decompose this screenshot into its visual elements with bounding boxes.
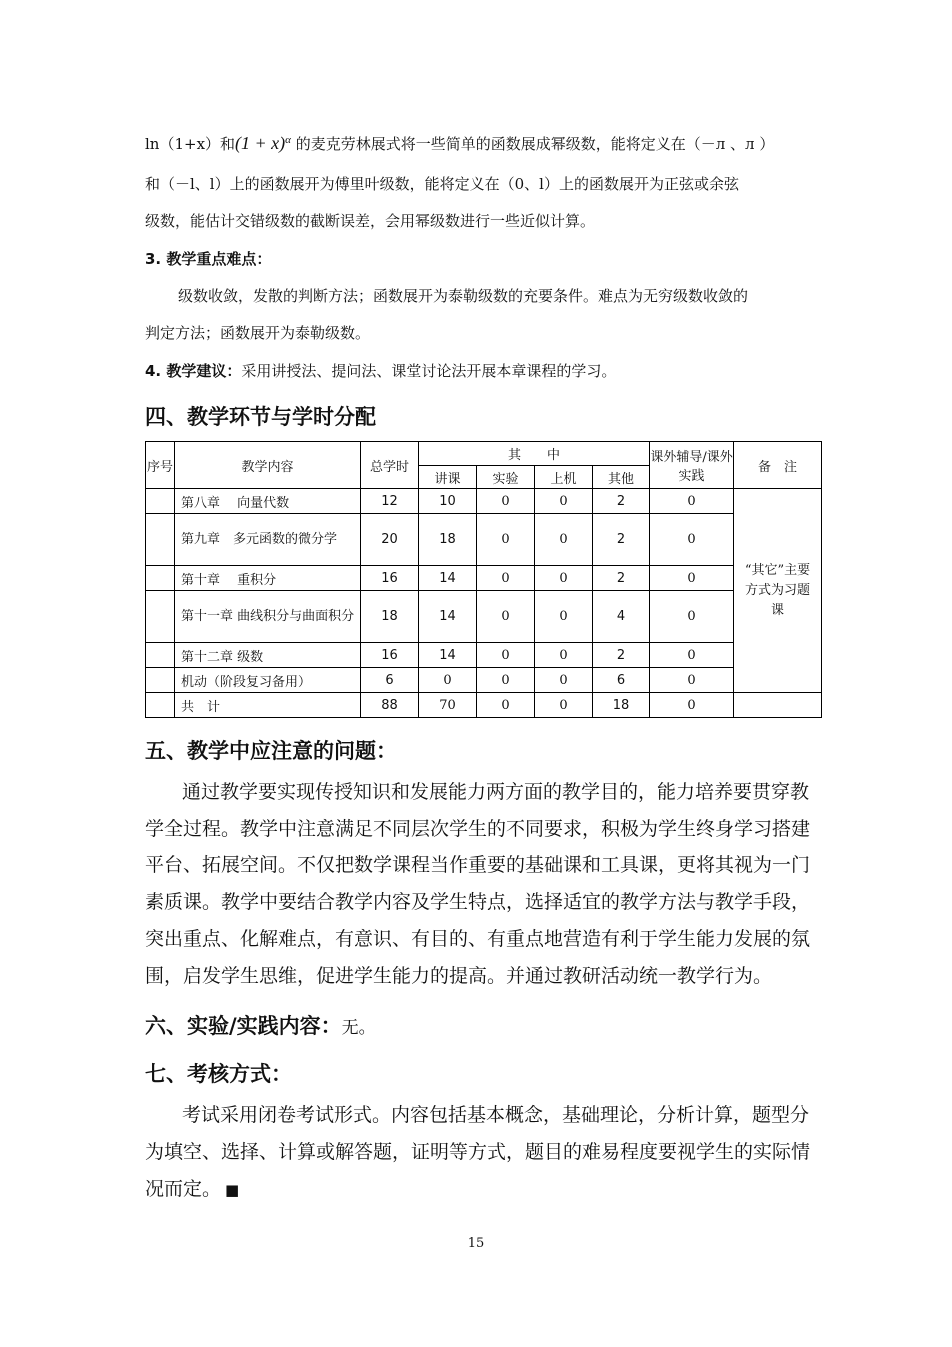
table-row	[146, 668, 822, 693]
table-row	[146, 489, 822, 514]
cell-seq	[146, 668, 175, 693]
formula-one-plus-x: (1 + x)	[235, 133, 286, 153]
cell-content: 第十章 重积分	[175, 566, 361, 591]
suggestion-text: 采用讲授法、提问法、课堂讨论法开展本章课程的学习。	[241, 362, 617, 380]
cell-seq	[146, 693, 175, 718]
section-5-line: 平台、拓展空间。不仅把数学课程当作重要的基础课和工具课，更将其视为一门	[145, 854, 811, 876]
cell-content: 第十一章 曲线积分与曲面积分	[175, 591, 361, 643]
section-7-title: 七、考核方式：	[145, 1062, 292, 1086]
section-6-title: 六、实验/实践内容：	[145, 1014, 342, 1038]
section-5-line: 通过教学要实现传授知识和发展能力两方面的教学目的，能力培养要贯穿教	[182, 781, 810, 803]
cell-extra: 0	[650, 668, 734, 693]
cell-total: 16	[361, 566, 419, 591]
suggestion-heading: 4. 教学建议：	[145, 362, 242, 380]
cell-extra: 0	[650, 566, 734, 591]
cell-computer: 0	[535, 591, 593, 643]
table-total-row	[146, 693, 822, 718]
header-content: 教学内容	[175, 442, 361, 489]
header-remark: 备 注	[734, 442, 822, 489]
suggestion-paragraph	[145, 361, 616, 381]
section-5-title: 五、教学中应注意的问题：	[145, 739, 397, 763]
section-6-text: 无。	[341, 1018, 376, 1038]
cell-extra: 0	[650, 693, 734, 718]
cell-seq	[146, 489, 175, 514]
cell-computer: 0	[535, 643, 593, 668]
cell-remark	[734, 693, 822, 718]
cell-seq	[146, 514, 175, 566]
intro-line-1: ln（1+x）和$(1 + x)^\alpha$ 的麦克劳林展式将一些简单的函数展成幂级数，能将定义在（－л 、л ）	[145, 133, 775, 153]
header-among: 其 中	[419, 442, 650, 466]
remark-cell: “其它”主要方式为习题课	[734, 489, 822, 693]
cell-lecture: 14	[419, 566, 477, 591]
cell-seq	[146, 566, 175, 591]
section-5-line: 突出重点、化解难点，有意识、有目的、有重点地营造有利于学生能力发展的氛	[145, 928, 811, 950]
cell-content: 共 计	[175, 693, 361, 718]
cell-content: 第十二章 级数	[175, 643, 361, 668]
section-6	[145, 1010, 376, 1040]
header-extra: 课外辅导/课外实践	[650, 442, 734, 489]
cell-lecture: 10	[419, 489, 477, 514]
hours-table	[145, 441, 822, 718]
cell-extra: 0	[650, 489, 734, 514]
header-experiment: 实验	[477, 466, 535, 489]
key-points-heading: 3. 教学重点难点：	[145, 250, 272, 268]
cell-total: 20	[361, 514, 419, 566]
cell-total: 88	[361, 693, 419, 718]
section-5-line: 围，启发学生思维，促进学生能力的提高。并通过教研活动统一教学行为。	[145, 965, 773, 987]
section-7-line: 考试采用闭卷考试形式。内容包括基本概念，基础理论，分析计算，题型分	[182, 1104, 810, 1126]
cell-experiment: 0	[477, 643, 535, 668]
section-5-line: 素质课。教学中要结合教学内容及学生特点，选择适宜的教学方法与教学手段，	[145, 891, 811, 913]
cell-total: 6	[361, 668, 419, 693]
cell-experiment: 0	[477, 591, 535, 643]
cell-total: 16	[361, 643, 419, 668]
table-row	[146, 591, 822, 643]
cell-lecture: 0	[419, 668, 477, 693]
cell-seq	[146, 591, 175, 643]
cell-other: 6	[593, 668, 650, 693]
table-row	[146, 643, 822, 668]
section-7-line: 为填空、选择、计算或解答题，证明等方式，题目的难易程度要视学生的实际情	[145, 1141, 811, 1163]
cell-other: 2	[593, 643, 650, 668]
cell-experiment: 0	[477, 489, 535, 514]
section-7-line-last: 况而定。 ■	[145, 1178, 240, 1200]
cell-lecture: 18	[419, 514, 477, 566]
cell-other: 2	[593, 489, 650, 514]
cell-content: 机动（阶段复习备用）	[175, 668, 361, 693]
header-other: 其他	[593, 466, 650, 489]
cell-content: 第九章 多元函数的微分学	[175, 514, 361, 566]
cell-experiment: 0	[477, 566, 535, 591]
cell-computer: 0	[535, 489, 593, 514]
cell-total: 12	[361, 489, 419, 514]
cell-computer: 0	[535, 514, 593, 566]
page-number: 15	[467, 1236, 485, 1251]
cell-extra: 0	[650, 514, 734, 566]
cell-computer: 0	[535, 693, 593, 718]
cell-experiment: 0	[477, 693, 535, 718]
cell-lecture: 14	[419, 591, 477, 643]
cell-other: 2	[593, 566, 650, 591]
table-row	[146, 514, 822, 566]
header-total: 总学时	[361, 442, 419, 489]
section-5-line: 学全过程。教学中注意满足不同层次学生的不同要求，积极为学生终身学习搭建	[145, 818, 811, 840]
cell-experiment: 0	[477, 668, 535, 693]
cell-seq	[146, 643, 175, 668]
header-computer: 上机	[535, 466, 593, 489]
section-4-title: 四、教学环节与学时分配	[145, 405, 376, 429]
intro-line-3: 级数，能估计交错级数的截断误差，会用幂级数进行一些近似计算。	[145, 212, 596, 230]
formula-exponent: α	[285, 134, 291, 146]
cell-other: 4	[593, 591, 650, 643]
cell-content: 第八章 向量代数	[175, 489, 361, 514]
end-mark: ■	[225, 1181, 240, 1199]
intro-line-2: 和（－l、l）上的函数展开为傅里叶级数，能将定义在（0、l）上的函数展开为正弦或余弦	[145, 175, 739, 193]
cell-extra: 0	[650, 643, 734, 668]
header-seq: 序号	[146, 442, 175, 489]
cell-total: 18	[361, 591, 419, 643]
key-points-line-1: 级数收敛，发散的判断方法；函数展开为泰勒级数的充要条件。难点为无穷级数收敛的	[178, 287, 749, 305]
cell-extra: 0	[650, 591, 734, 643]
key-points-line-2: 判定方法；函数展开为泰勒级数。	[145, 324, 371, 342]
cell-computer: 0	[535, 566, 593, 591]
cell-lecture: 14	[419, 643, 477, 668]
cell-other: 2	[593, 514, 650, 566]
cell-experiment: 0	[477, 514, 535, 566]
cell-lecture: 70	[419, 693, 477, 718]
cell-other: 18	[593, 693, 650, 718]
table-row	[146, 566, 822, 591]
cell-computer: 0	[535, 668, 593, 693]
header-lecture: 讲课	[419, 466, 477, 489]
